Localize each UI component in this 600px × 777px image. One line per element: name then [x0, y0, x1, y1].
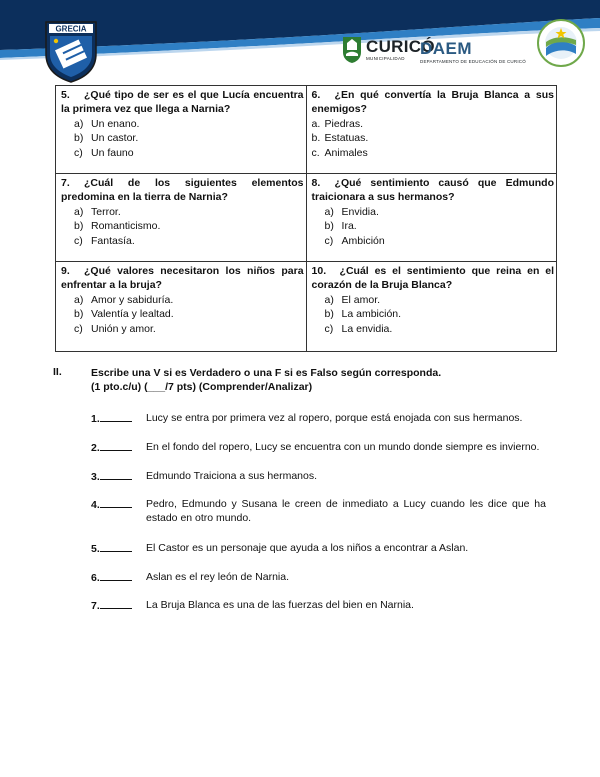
answer-blank[interactable]	[100, 469, 132, 480]
statement-text: La Bruja Blanca es una de las fuerzas del bien en Narnia.	[146, 599, 414, 611]
option-item: c) Fantasía.	[74, 234, 135, 247]
option-item: b) Valentía y lealtad.	[74, 308, 174, 321]
question-cell	[306, 262, 556, 352]
question-text: ¿Cuál es el sentimiento que reina en el corazón de la Bruja Blanca?	[311, 265, 554, 292]
daem-subtitle: DEPARTAMENTO DE EDUCACIÓN DE CURICÓ	[420, 59, 526, 64]
option-item: a) El amor.	[324, 293, 381, 306]
option-item: b) Romanticismo.	[74, 220, 161, 233]
section-number: II.	[53, 366, 62, 378]
option-item: c) Un fauno	[74, 146, 134, 159]
option-item: b) Un castor.	[74, 132, 139, 145]
item-number: 4.	[91, 499, 100, 511]
statement-text: Edmundo Traiciona a sus hermanos.	[146, 470, 318, 482]
question-text: ¿Qué valores necesitaron los niños para enfrentar a la bruja?	[61, 265, 304, 292]
answer-blank[interactable]	[100, 570, 132, 581]
option-item: c) Ambición	[324, 234, 385, 247]
option-item: a) Un enano.	[74, 117, 140, 130]
daem-name: DAEM	[420, 39, 473, 58]
question-number: 10.	[311, 265, 327, 277]
municipality-shield-icon	[342, 36, 362, 64]
statement-text: Lucy se entra por primera vez al ropero, porque está enojada con sus hermanos.	[146, 412, 523, 424]
statement-text: Pedro, Edmundo y Susana le creen de inmediato a Lucy cuando les dice que ha estado en otro mundo.	[146, 498, 546, 525]
question-text: ¿En qué convertía la Bruja Blanca a sus enemigos?	[311, 89, 554, 116]
answer-blank[interactable]	[100, 598, 132, 609]
question-number: 5.	[61, 89, 70, 101]
question-cell	[306, 86, 556, 174]
municipality-subtitle: MUNICIPALIDAD	[366, 56, 405, 62]
statement-text: El Castor es un personaje que ayuda a los niños a encontrar a Aslan.	[146, 542, 469, 554]
question-number: 6.	[311, 89, 321, 101]
question-text: ¿Qué tipo de ser es el que Lucía encuentra la primera vez que llega a Narnia?	[61, 89, 304, 116]
question-cell	[56, 86, 307, 174]
option-item: c. Animales	[311, 146, 368, 159]
question-number: 7.	[61, 177, 70, 189]
option-item: a) Envidia.	[324, 205, 379, 218]
questions-table	[55, 85, 557, 352]
answer-blank[interactable]	[100, 440, 132, 451]
option-item: b. Estatuas.	[311, 132, 369, 145]
option-item: c) Unión y amor.	[74, 322, 156, 335]
option-item: a) Amor y sabiduría.	[74, 293, 174, 306]
school-crest-logo	[44, 20, 98, 84]
municipality-name: CURICÓ	[366, 37, 435, 57]
statement-text: En el fondo del ropero, Lucy se encuentra con un mundo donde siempre es invierno.	[146, 441, 540, 453]
item-number: 1.	[91, 413, 100, 425]
option-item: c) La envidia.	[324, 322, 393, 335]
answer-blank[interactable]	[100, 541, 132, 552]
statement-text: Aslan es el rey león de Narnia.	[146, 571, 289, 583]
certification-seal-icon	[536, 18, 586, 68]
item-number: 7.	[91, 600, 100, 612]
option-item: a) Terror.	[74, 205, 121, 218]
page-header	[0, 0, 600, 88]
answer-blank[interactable]	[100, 497, 132, 508]
question-text: ¿Cuál de los siguientes elementos predomina en la tierra de Narnia?	[61, 177, 304, 204]
question-cell	[56, 174, 307, 262]
school-name: GRECIA	[55, 24, 87, 34]
question-cell	[306, 174, 556, 262]
item-number: 3.	[91, 471, 100, 483]
item-number: 5.	[91, 543, 100, 555]
question-number: 9.	[61, 265, 70, 277]
daem-logo	[420, 40, 526, 65]
question-cell	[56, 262, 307, 352]
question-number: 8.	[311, 177, 321, 189]
option-item: b) La ambición.	[324, 308, 402, 321]
option-item: b) Ira.	[324, 220, 357, 233]
section-instruction: Escribe una V si es Verdadero o una F si es Falso según corresponda.	[91, 367, 442, 379]
option-item: a. Piedras.	[311, 117, 364, 130]
question-text: ¿Qué sentimiento causó que Edmundo traicionara a sus hermanos?	[311, 177, 554, 204]
item-number: 2.	[91, 442, 100, 454]
item-number: 6.	[91, 572, 100, 584]
answer-blank[interactable]	[100, 411, 132, 422]
section-scoring: (1 pto.c/u) (___/7 pts) (Comprender/Analizar)	[91, 381, 313, 394]
